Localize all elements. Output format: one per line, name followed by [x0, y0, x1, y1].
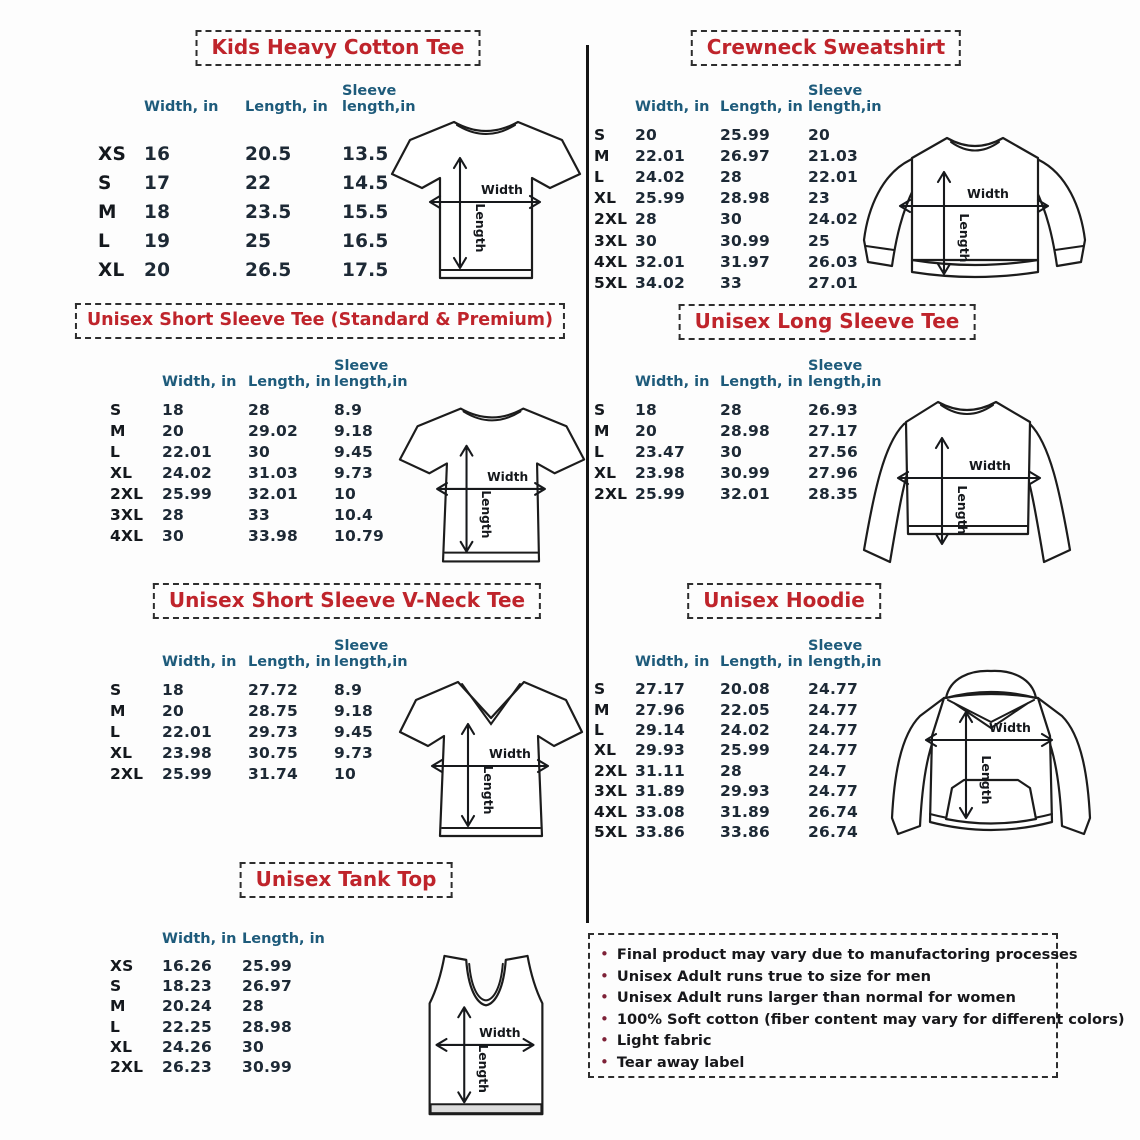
measurement-value: 31.74: [248, 764, 299, 783]
measurement-value: 24.7: [808, 761, 848, 780]
size-label: M: [594, 700, 610, 719]
bullet-icon: •: [600, 1052, 609, 1071]
column-header: Sleeve length,in: [334, 638, 408, 671]
measurement-value: 33.86: [635, 822, 686, 841]
section-title-tank-top: Unisex Tank Top: [240, 862, 453, 898]
measurement-value: 10.79: [334, 526, 385, 545]
note-item: [600, 987, 1044, 1009]
width-arrow-label: Width: [489, 746, 531, 761]
width-arrow-label: Width: [967, 186, 1009, 201]
measurement-value: 29.02: [248, 421, 299, 440]
size-label: XL: [594, 189, 617, 208]
size-label: 2XL: [594, 210, 628, 229]
measurement-value: 20.5: [245, 144, 292, 165]
length-arrow-label: Length: [479, 490, 494, 539]
measurement-value: 33: [720, 273, 742, 292]
measurement-value: 21.03: [808, 146, 859, 165]
size-table-crewneck: [592, 84, 886, 294]
measurement-value: 9.18: [334, 421, 374, 440]
section-title-crewneck: Crewneck Sweatshirt: [691, 30, 961, 66]
measurement-value: 26.97: [242, 977, 293, 996]
width-arrow-label: Width: [989, 720, 1031, 735]
section-title-standard-tee: Unisex Short Sleeve Tee (Standard & Premium): [75, 303, 565, 339]
measurement-value: 24.77: [808, 782, 859, 801]
size-label: M: [110, 421, 126, 440]
note-text: Unisex Adult runs true to size for men: [616, 967, 932, 985]
measurement-value: 30: [720, 210, 742, 229]
measurement-value: 27.01: [808, 273, 859, 292]
measurement-value: 24.77: [808, 741, 859, 760]
size-label: XL: [594, 463, 617, 482]
measurement-value: 24.02: [635, 167, 686, 186]
measurement-value: 25.99: [162, 764, 213, 783]
measurement-value: 30: [720, 442, 742, 461]
measurement-value: 28: [635, 210, 657, 229]
measurement-value: 22: [245, 173, 272, 194]
measurement-value: 22.05: [720, 700, 771, 719]
tshirt-illustration-standard: [396, 396, 588, 576]
section-title-long-sleeve-tee: Unisex Long Sleeve Tee: [679, 304, 976, 340]
measurement-value: 18: [635, 400, 657, 419]
measurement-value: 28.98: [242, 1017, 293, 1036]
measurement-value: 26.97: [720, 146, 771, 165]
measurement-value: 30.75: [248, 743, 299, 762]
measurement-value: 30.99: [242, 1058, 293, 1077]
size-label: 4XL: [110, 526, 144, 545]
measurement-value: 16: [144, 144, 171, 165]
measurement-value: 30: [248, 442, 270, 461]
note-text: Tear away label: [616, 1053, 745, 1071]
bullet-icon: •: [600, 966, 609, 985]
garment-outline: [892, 671, 1090, 834]
size-table-hoodie: [592, 631, 886, 842]
measurement-value: 28: [720, 400, 742, 419]
size-label: L: [594, 167, 605, 186]
measurement-value: 31.97: [720, 252, 771, 271]
size-label: L: [594, 442, 605, 461]
size-table-vneck-tee: [108, 631, 412, 784]
measurement-value: 20: [635, 125, 657, 144]
measurement-value: 14.5: [342, 173, 389, 194]
column-header: Sleeve length,in: [342, 83, 416, 116]
tank-top-illustration: [420, 948, 552, 1128]
size-label: 2XL: [110, 484, 144, 503]
measurement-value: 24.02: [162, 463, 213, 482]
measurement-value: 26.23: [162, 1058, 213, 1077]
measurement-value: 26.5: [245, 260, 292, 281]
measurement-value: 26.93: [808, 400, 859, 419]
size-column-header: [108, 671, 160, 679]
size-label: S: [110, 400, 122, 419]
measurement-value: 22.01: [808, 167, 859, 186]
measurement-value: 26.03: [808, 252, 859, 271]
note-item: [600, 1052, 1044, 1074]
measurement-value: 33.86: [720, 822, 771, 841]
column-header: Sleeve length,in: [334, 358, 408, 391]
column-header: Width, in: [635, 374, 710, 391]
measurement-value: 18: [144, 202, 171, 223]
width-arrow-label: Width: [479, 1026, 521, 1041]
measurement-value: 20: [808, 125, 830, 144]
section-title-vneck-tee: Unisex Short Sleeve V-Neck Tee: [153, 583, 541, 619]
measurement-value: 28.98: [720, 189, 771, 208]
measurement-value: 30: [162, 526, 184, 545]
note-text: Unisex Adult runs larger than normal for women: [616, 989, 1016, 1006]
column-header: Width, in: [162, 374, 237, 391]
size-column-header: [592, 671, 633, 679]
garment-outline: [864, 402, 1070, 562]
measurement-value: 10.4: [334, 505, 374, 524]
measurement-value: 22.01: [162, 722, 213, 741]
size-label: XL: [110, 463, 133, 482]
measurement-value: 10: [334, 764, 356, 783]
measurement-value: 33: [248, 505, 270, 524]
tshirt-illustration-kids: [388, 110, 584, 292]
bullet-icon: •: [600, 988, 609, 1006]
measurement-value: 28: [162, 505, 184, 524]
measurement-value: 28.75: [248, 701, 299, 720]
column-header: Sleeve length,in: [808, 358, 882, 391]
measurement-value: 29.73: [248, 722, 299, 741]
measurement-value: 20: [635, 421, 657, 440]
size-label: S: [110, 680, 122, 699]
size-label: 3XL: [594, 782, 628, 801]
size-label: 2XL: [110, 764, 144, 783]
length-arrow-label: Length: [979, 755, 994, 805]
size-label: 3XL: [594, 231, 628, 250]
size-table-tank-top: [108, 908, 340, 1077]
measurement-value: 28.35: [808, 484, 859, 503]
size-label: S: [110, 977, 122, 996]
size-label: 2XL: [110, 1058, 144, 1077]
size-label: M: [110, 997, 126, 1016]
size-label: L: [110, 442, 121, 461]
note-item: [600, 1009, 1125, 1031]
size-label: 3XL: [110, 505, 144, 524]
size-label: XS: [98, 144, 126, 165]
size-label: 5XL: [594, 822, 628, 841]
measurement-value: 27.96: [808, 463, 859, 482]
measurement-value: 9.45: [334, 722, 374, 741]
measurement-value: 29.93: [720, 782, 771, 801]
size-label: M: [594, 146, 610, 165]
size-label: M: [98, 202, 117, 223]
section-title-hoodie: Unisex Hoodie: [687, 583, 881, 619]
measurement-value: 27.17: [635, 680, 686, 699]
measurement-value: 27.56: [808, 442, 859, 461]
width-arrow-label: Width: [481, 182, 523, 197]
column-header: Width, in: [162, 654, 237, 671]
measurement-value: 31.11: [635, 761, 686, 780]
crewneck-illustration: [852, 126, 1100, 298]
size-table-kids-tee: [96, 84, 424, 285]
measurement-value: 18: [162, 400, 184, 419]
measurement-value: 20: [144, 260, 171, 281]
size-column-header: [96, 116, 142, 140]
size-label: XL: [110, 1037, 133, 1056]
measurement-value: 30: [635, 231, 657, 250]
measurement-value: 24.77: [808, 680, 859, 699]
measurement-value: 9.18: [334, 701, 374, 720]
size-label: 2XL: [594, 484, 628, 503]
measurement-value: 17: [144, 173, 171, 194]
measurement-value: 25.99: [242, 957, 293, 976]
column-header: Length, in: [248, 374, 331, 391]
length-arrow-label: Length: [473, 203, 488, 253]
measurement-value: 28: [720, 167, 742, 186]
note-item: [600, 944, 1078, 966]
size-label: M: [110, 701, 126, 720]
measurement-value: 25: [808, 231, 830, 250]
column-header: Sleeve length,in: [808, 638, 882, 671]
column-header: Length, in: [242, 931, 325, 948]
measurement-value: 27.96: [635, 700, 686, 719]
column-header: Width, in: [635, 654, 710, 671]
size-label: XL: [98, 260, 125, 281]
note-text: Light fabric: [616, 1032, 712, 1049]
size-label: L: [98, 231, 110, 252]
bullet-icon: •: [600, 945, 609, 963]
measurement-value: 24.02: [808, 210, 859, 229]
measurement-value: 10: [334, 484, 356, 503]
length-arrow-label: Length: [476, 1044, 491, 1093]
measurement-value: 28: [248, 400, 270, 419]
measurement-value: 23.98: [162, 743, 213, 762]
long-sleeve-tee-illustration: [852, 392, 1096, 574]
measurement-value: 28: [720, 761, 742, 780]
size-table-standard-tee: [108, 351, 412, 546]
garment-outline: [864, 138, 1085, 277]
product-notes-box: [588, 933, 1125, 1078]
size-table-long-sleeve-tee: [592, 351, 886, 504]
bullet-icon: •: [600, 1009, 609, 1028]
column-header: Sleeve length,in: [808, 83, 882, 116]
vneck-tee-illustration: [398, 670, 584, 852]
measurement-value: 24.77: [808, 700, 859, 719]
measurement-value: 9.45: [334, 442, 374, 461]
size-label: M: [594, 421, 610, 440]
measurement-value: 9.73: [334, 743, 374, 762]
measurement-value: 20: [162, 421, 184, 440]
size-column-header: [592, 391, 633, 399]
measurement-value: 13.5: [342, 144, 389, 165]
measurement-value: 30: [242, 1037, 264, 1056]
measurement-value: 27.72: [248, 680, 299, 699]
measurement-value: 33.08: [635, 802, 686, 821]
size-label: 4XL: [594, 252, 628, 271]
width-arrow-label: Width: [969, 458, 1011, 473]
size-label: XS: [110, 957, 134, 976]
measurement-value: 29.93: [635, 741, 686, 760]
note-text: 100% Soft cotton (fiber content may vary for different colors): [616, 1010, 1125, 1028]
measurement-value: 30.99: [720, 231, 771, 250]
measurement-value: 32.01: [248, 484, 299, 503]
measurement-value: 22.01: [162, 442, 213, 461]
column-header: Width, in: [162, 931, 237, 948]
measurement-value: 29.14: [635, 720, 686, 739]
measurement-value: 24.02: [720, 720, 771, 739]
column-header: Length, in: [248, 654, 331, 671]
garment-outline: [400, 409, 584, 562]
measurement-value: 25.99: [162, 484, 213, 503]
measurement-value: 20: [162, 701, 184, 720]
size-label: 4XL: [594, 802, 628, 821]
measurement-value: 18: [162, 680, 184, 699]
column-header: Length, in: [245, 99, 328, 116]
measurement-value: 31.89: [720, 802, 771, 821]
length-arrow-label: Length: [957, 213, 972, 263]
measurement-value: 8.9: [334, 680, 363, 699]
measurement-value: 23.98: [635, 463, 686, 482]
measurement-value: 17.5: [342, 260, 389, 281]
size-label: L: [594, 720, 605, 739]
size-label: 2XL: [594, 761, 628, 780]
column-header: Width, in: [144, 99, 219, 116]
note-item: [600, 966, 1044, 988]
size-column-header: [108, 948, 160, 956]
measurement-value: 24.26: [162, 1037, 213, 1056]
size-label: 5XL: [594, 273, 628, 292]
measurement-value: 22.01: [635, 146, 686, 165]
measurement-value: 32.01: [635, 252, 686, 271]
column-header: Length, in: [720, 99, 803, 116]
size-label: S: [594, 400, 606, 419]
length-arrow-label: Length: [481, 765, 496, 815]
measurement-value: 26.74: [808, 822, 859, 841]
column-header: Length, in: [720, 654, 803, 671]
column-header: Length, in: [720, 374, 803, 391]
measurement-value: 25.99: [635, 189, 686, 208]
measurement-value: 20.24: [162, 997, 213, 1016]
measurement-value: 24.77: [808, 720, 859, 739]
measurement-value: 23.5: [245, 202, 292, 223]
width-arrow-label: Width: [487, 470, 529, 485]
measurement-value: 34.02: [635, 273, 686, 292]
measurement-value: 32.01: [720, 484, 771, 503]
size-column-header: [592, 116, 633, 124]
measurement-value: 16.5: [342, 231, 389, 252]
measurement-value: 8.9: [334, 400, 363, 419]
bullet-icon: •: [600, 1031, 609, 1049]
size-label: L: [110, 722, 121, 741]
size-label: L: [110, 1017, 121, 1036]
length-arrow-label: Length: [955, 485, 970, 535]
size-column-header: [108, 391, 160, 399]
measurement-value: 25.99: [635, 484, 686, 503]
measurement-value: 9.73: [334, 463, 374, 482]
measurement-value: 25: [245, 231, 272, 252]
size-label: S: [594, 680, 606, 699]
column-header: Width, in: [635, 99, 710, 116]
measurement-value: 15.5: [342, 202, 389, 223]
size-label: S: [98, 173, 112, 194]
section-title-kids-tee: Kids Heavy Cotton Tee: [196, 30, 481, 66]
measurement-value: 23.47: [635, 442, 686, 461]
measurement-value: 28: [242, 997, 264, 1016]
garment-outline: [392, 122, 580, 278]
measurement-value: 28.98: [720, 421, 771, 440]
size-label: S: [594, 125, 606, 144]
measurement-value: 23: [808, 189, 830, 208]
measurement-value: 31.03: [248, 463, 299, 482]
note-text: Final product may vary due to manufactoring processes: [616, 946, 1078, 963]
measurement-value: 26.74: [808, 802, 859, 821]
measurement-value: 20.08: [720, 680, 771, 699]
measurement-value: 33.98: [248, 526, 299, 545]
measurement-value: 27.17: [808, 421, 859, 440]
measurement-value: 16.26: [162, 957, 213, 976]
note-item: [600, 1030, 1044, 1052]
measurement-value: 31.89: [635, 782, 686, 801]
hoodie-illustration: [884, 666, 1098, 858]
measurement-value: 25.99: [720, 125, 771, 144]
measurement-value: 19: [144, 231, 171, 252]
measurement-value: 25.99: [720, 741, 771, 760]
measurement-value: 30.99: [720, 463, 771, 482]
measurement-value: 22.25: [162, 1017, 213, 1036]
size-label: XL: [110, 743, 133, 762]
size-label: XL: [594, 741, 617, 760]
measurement-value: 18.23: [162, 977, 213, 996]
